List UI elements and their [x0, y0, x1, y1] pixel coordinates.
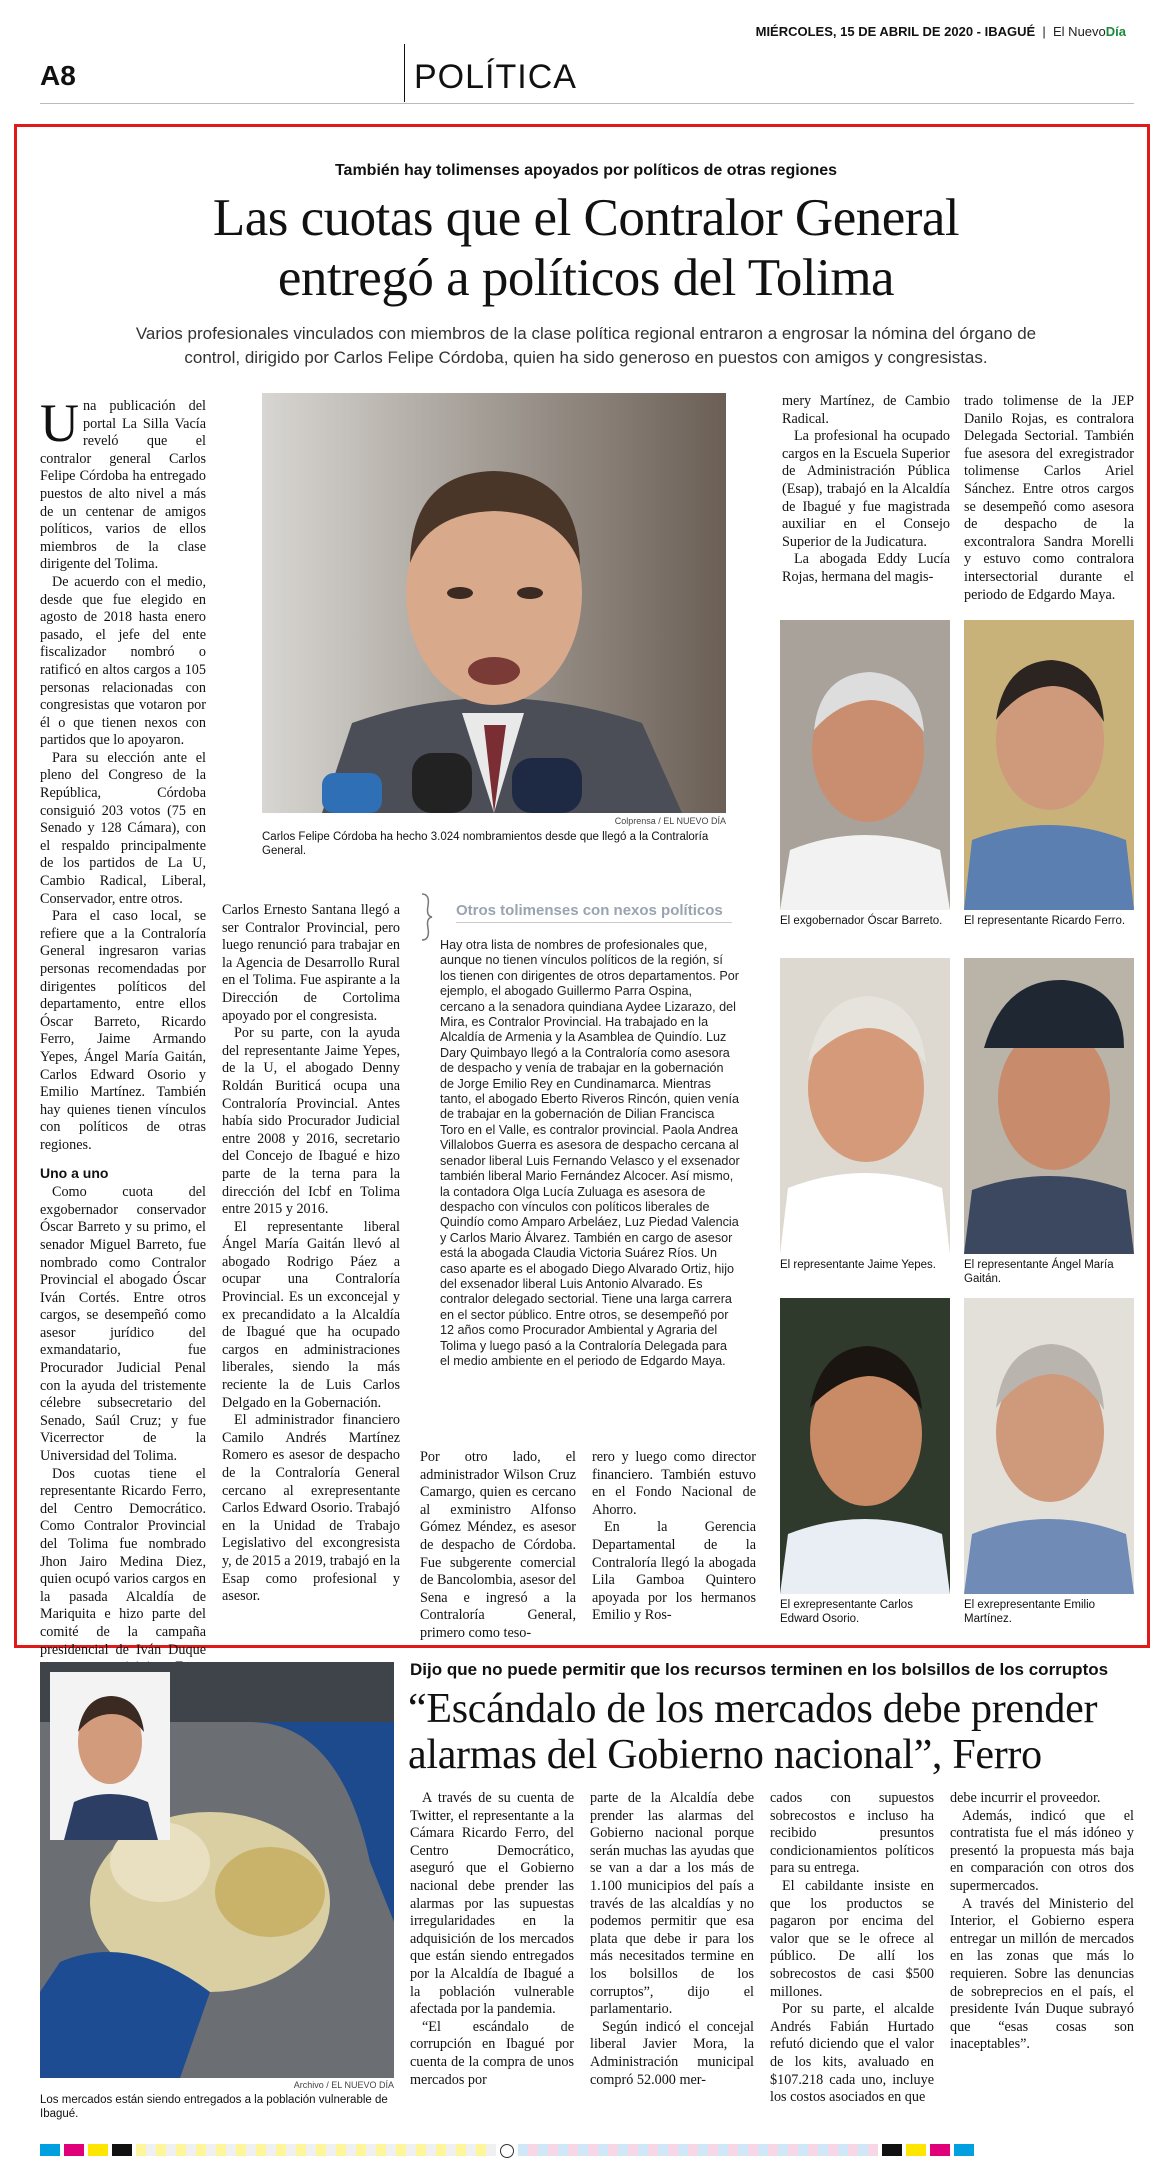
portrait-martinez: [964, 1298, 1134, 1594]
paragraph: La abogada Eddy Lucía Rojas, hermana del magis-: [782, 551, 950, 585]
paragraph: Por su parte, con la ayuda del representante Jaime Yepes, de la U, el abogado Denny Roldán Buriticá ocupa una Contraloría Provincial. Antes había sido Procurador Judicial entre 2008 y 2016, secretario del Concejo de Ibagué e hizo parte de la terna para la dirección del Icbf en Tolima entre 2015 y 2016.: [222, 1025, 400, 1218]
paragraph: na publicación del portal La Silla Vacía reveló que el contralor general Carlos Felipe Córdoba ha entregado puestos de alto nivel a más de un centenar de amigos políticos, varios de ellos miembros de la clase dirigente del Tolima.: [40, 398, 206, 573]
portrait-ferro: [964, 620, 1134, 910]
color-swatch: [64, 2144, 84, 2156]
article-column-3: [420, 1449, 576, 1643]
article-column-1: [40, 393, 206, 1694]
paragraph: Según indicó el concejal liberal Javier Mora, la Administración municipal compró 52.000 mer-: [590, 2018, 754, 2088]
second-photo-caption: Los mercados están siendo entregados a la población vulnerable de Ibagué.: [40, 2094, 388, 2120]
second-photo-credit: Archivo / EL NUEVO DÍA: [293, 2080, 394, 2090]
paragraph: parte de la Alcaldía debe prender las alarmas del Gobierno nacional porque serán muchas las ayudas que se van a dar a los más de 1.100 municipios del país a través de las alcaldías y no podemos permitir que esa plata que debe ir para los más necesitados termine en los bolsillos de los corruptos”, dijo el parlamentario.: [590, 1790, 754, 2018]
paragraph: El cabildante insiste en que los productos se pagaron por encima del valor que se le ofrece al público. De allí los sobrecostos de casi $500 millones.: [770, 1877, 934, 2000]
sidebar-body: Hay otra lista de nombres de profesionales que, aunque no tienen vínculos políticos de la región, sí los tienen con dirigentes de otros departamentos. Por ejemplo, el abogado Guillermo Parra Ospina, cercano a la senadora quindiana Aydee Lizarazo, del Mira, es Contralor Provincial. Ha trabajado en la Alcaldía de Armenia y la Asamblea de Quindío. Luz Dary Quimbayo llegó a la Contraloría como asesora de despacho y venía de trabajar en la gobernación de Jorge Emilio Rey en Cundinamarca. Mientras tanto, el abogado Eberto Riveros Rincón, quien venía de trabajar en la gobernación de Dilian Francisca Toro en el Valle, es contralor provincial. Paola Andrea Villalobos Guerra es asesora de despacho cercana al senador liberal Luis Fernando Velasco y el exsenador también liberal Mario Fernández Alcocer. Así mismo, la contadora Olga Lucía Zuluaga es asesora de despacho con vínculos con políticos liberales de Quindío como Amparo Arbeláez, Luz Piedad Valencia y Carlos Mario Álvarez. También en cargo de asesor está la abogada Claudia Victoria Suárez Ríos. Un caso aparte es el abogado Diego Alvarado Ortiz, hijo del exsenador liberal Luis Antonio Alvarado. Es contralor delegado sectorial. Tiene una larga carrera en el sector público. Entre otros, se desempeñó por 12 años como Procurador Ambiental y Agraria del Tolima y luego pasó a la Contraloría Delegada para el medio ambiente en el periodo de Edgardo Maya.: [440, 938, 740, 1368]
portrait-caption: El exrepresentante Emilio Martínez.: [964, 1599, 1096, 1625]
article-kicker: También hay tolimenses apoyados por políticos de otras regiones: [334, 162, 838, 179]
registration-mark-icon: [500, 2144, 514, 2158]
paragraph: De acuerdo con el medio, desde que fue elegido en agosto de 2018 hasta enero pasado, el jefe del ente fiscalizador nombró o ratificó en altos cargos a 105 personas relacionadas con congresistas que votaron por él o que tienen nexos con partidos que lo apoyaron.: [40, 573, 206, 749]
article-column-4: [592, 1449, 756, 1625]
paragraph: cados con supuestos sobrecostos e incluso ha recibido presuntos condicionamientos políticos para su entrega.: [770, 1790, 934, 1877]
color-swatch: [882, 2144, 902, 2156]
article-column-5: [782, 393, 950, 587]
color-swatch: [40, 2144, 60, 2156]
color-swatch: [88, 2144, 108, 2156]
portrait-photo: [964, 1298, 1134, 1594]
paragraph: Como cuota del exgobernador conservador Óscar Barreto y su primo, el senador Miguel Barreto, fue nombrado como Contralor Provincial el abogado Óscar Iván Cortés. Entre otros cargos, se desempeñó como asesor jurídico del exmandatario, fue Procurador Judicial Penal con la ayuda del tristemente célebre subsecretario del Senado, Saúl Cruz; y fue Vicerrector de la Universidad del Tolima.: [40, 1184, 206, 1465]
main-photo-contralor: [262, 393, 726, 813]
tone-strip: [518, 2144, 878, 2156]
portrait-osorio: [780, 1298, 950, 1594]
portrait-barreto: [780, 620, 950, 910]
color-swatch: [930, 2144, 950, 2156]
portrait-photo: [964, 958, 1134, 1254]
paragraph: A través del Ministerio del Interior, el Gobierno espera entregar un millón de mercados en las zonas que más lo requieren. Sobre las denuncias de sobreprecios en el país, el presidente Iván Duque subrayó que “esas cosas son inaceptables”.: [950, 1895, 1134, 2053]
portrait-photo: [780, 1298, 950, 1594]
portrait-photo: [780, 958, 950, 1254]
article-column-2: [222, 902, 400, 1606]
paragraph: La profesional ha ocupado cargos en la Escuela Superior de Administración Pública (Esap), trabajó en la Alcaldía de Ibagué y fue magistrada auxiliar en el Consejo Superior de la Judicatura.: [782, 428, 950, 550]
tone-strip: [136, 2144, 496, 2156]
second-column-3: [770, 1790, 934, 2107]
second-article-headline: “Escándalo de los mercados debe prender alarmas del Gobierno nacional”, Ferro: [408, 1686, 1098, 1778]
article-headline: Las cuotas que el Contralor General entregó a políticos del Tolima: [212, 189, 960, 307]
subheading-uno-a-uno: Uno a uno: [40, 1164, 109, 1181]
second-column-4: [950, 1790, 1134, 2054]
paragraph: Dos cuotas tiene el representante Ricardo Ferro, del Centro Democrático. Como Contralor Provincial del Tolima fue nombrado Jhon Jairo Medina Diez, quien ocupó varios cargos en la pasada Alcaldía de Mariquita e hizo parte del comité de la campaña presidencial de Iván Duque: [40, 1465, 206, 1658]
sidebar-rule: [456, 922, 732, 923]
brace-icon: [418, 892, 434, 942]
portrait-photo: [964, 620, 1134, 910]
paragraph: En la Gerencia Departamental de la Contraloría llegó la abogada Lila Gamboa Quintero apoyada por los hermanos Emilio y Ros-: [592, 1519, 756, 1624]
portrait-caption: El exrepresentante Carlos Edward Osorio.: [780, 1599, 913, 1625]
paragraph: debe incurrir el proveedor.: [950, 1790, 1101, 1806]
dropcap: U: [40, 393, 79, 453]
second-column-1: [410, 1790, 574, 2089]
section-divider: [404, 44, 405, 102]
portrait-yepes: [780, 958, 950, 1254]
portrait-caption: El representante Ricardo Ferro.: [964, 915, 1126, 927]
paragraph: trado tolimense de la JEP Danilo Rojas, es contralora Delegada Sectorial. También fue asesora del exregistrador tolimense Carlos Ariel Sánchez. Entre otros cargos se desempeñó como asesora de despacho de la excontralora Sandra Morelli y estuvo como contralora intersectorial durante el periodo de Edgardo Maya.: [964, 393, 1134, 603]
article-column-6: [964, 393, 1134, 604]
color-swatch: [954, 2144, 974, 2156]
market-delivery-illustration: [40, 1662, 394, 2078]
portrait-photo: [780, 620, 950, 910]
paragraph: rero y luego como director financiero. También estuvo en el Fondo Nacional de Ahorro.: [592, 1449, 756, 1518]
photo-caption: Carlos Felipe Córdoba ha hecho 3.024 nombramientos desde que llegó a la Contraloría General.: [262, 831, 709, 857]
portrait-caption: El representante Ángel María Gaitán.: [964, 1259, 1114, 1285]
paragraph: El administrador financiero Camilo Andrés Martínez Romero es asesor de despacho de la Contraloría General cercano al exrepresentante Carlos Edward Osorio. Trabajó en la Unidad de Trabajo Legislativo del excongresista y, de 2015 a 2019, trabajó en la Esap como profesional y asesor.: [222, 1412, 400, 1605]
second-article-photo: [40, 1662, 394, 2078]
paragraph: Por su parte, el alcalde Andrés Fabián Hurtado refutó diciendo que el valor de los kits, avaluado en $107.218 cada uno, incluye los costos asociados en que: [770, 2001, 934, 2106]
section-title: POLÍTICA: [414, 58, 577, 96]
second-column-2: [590, 1790, 754, 2089]
article-deck: Varios profesionales vinculados con miembros de la clase política regional entraron a engrosar la nómina del órgano de control, dirigido por Carlos Felipe Córdoba, quien ha sido generoso en puestos con amigos y congresistas.: [135, 324, 1037, 367]
color-swatch: [906, 2144, 926, 2156]
sidebar-brace: [418, 892, 434, 942]
sidebar-title: Otros tolimenses con nexos políticos: [456, 902, 723, 919]
second-article-kicker: Dijo que no puede permitir que los recursos terminen en los bolsillos de los corruptos: [410, 1660, 1109, 1679]
paragraph: Carlos Ernesto Santana llegó a ser Contralor Provincial, pero luego renunció para trabajar en la Agencia de Desarrollo Rural en el Tolima. Fue aspirante a la Dirección de Cortolima apoyado por el congresista.: [222, 902, 400, 1024]
edition-date: MIÉRCOLES, 15 DE ABRIL DE 2020 - IBAGUÉ: [755, 24, 1036, 39]
header-rule: [40, 103, 1134, 104]
paragraph: Para el caso local, se refiere que a la Contraloría General ingresaron varias personas recomendadas por dirigentes políticos del departamento, entre ellos Óscar Barreto, Ricardo Ferro, Jaime Armando Yepes, Ángel María Gaitán, Carlos Edward Osorio y Emilio Martínez. También hay quienes tienen vínculos con políticos de otras regiones.: [40, 908, 206, 1153]
portrait-caption: El exgobernador Óscar Barreto.: [780, 915, 943, 927]
paragraph: “El escándalo de corrupción en Ibagué por cuenta de la compra de unos mercados por: [410, 2018, 574, 2088]
portrait-illustration: [262, 393, 726, 813]
paragraph: Para su elección ante el pleno del Congreso de la República, Córdoba consiguió 203 votos (75 en Senado y 128 Cámara), con el respaldo principalmente de los partidos de La U, Cambio Radical, Liberal, Conservador, entre otros.: [40, 749, 206, 907]
color-swatch: [112, 2144, 132, 2156]
masthead-date-line: MIÉRCOLES, 15 DE ABRIL DE 2020 - IBAGUÉ | El NuevoDía: [755, 24, 1126, 39]
brand-logo: El NuevoDía: [1053, 24, 1126, 39]
portrait-caption: El representante Jaime Yepes.: [780, 1259, 936, 1271]
paragraph: mery Martínez, de Cambio Radical.: [782, 393, 950, 427]
photo-credit: Colprensa / EL NUEVO DÍA: [614, 816, 726, 826]
paragraph: Por otro lado, el administrador Wilson Cruz Camargo, quien es cercano al exministro Alfonso Gómez Méndez, es asesor de despacho de Córdoba. Fue subgerente comercial de Bancolombia, asesor del Sena e ingresó a la Contraloría General, primero como teso-: [420, 1449, 577, 1641]
page-number: A8: [40, 60, 76, 91]
paragraph: El representante liberal Ángel María Gaitán llevó al abogado Rodrigo Páez a ocupar una Contraloría Provincial. Es un exconcejal y ex precandidato a la Alcaldía de Ibagué que ha ocupado cargos en administraciones liberales, siendo la más reciente la de Luis Carlos Delgado en la Gobernación.: [222, 1218, 400, 1411]
paragraph: Además, indicó que el contratista fue el más idóneo y presentó la propuesta más baja en comparación con otros dos supermercados.: [950, 1807, 1134, 1894]
paragraph: A través de su cuenta de Twitter, el representante a la Cámara Ricardo Ferro, del Centro Democrático, aseguró que el Gobierno nacional debe prender las alarmas por las supuestas irregularidades en la adquisición de los mercados que están siendo entregados por la Alcaldía de Ibagué a la población vulnerable afectada por la pandemia.: [410, 1790, 574, 2018]
print-registration-bar: [40, 2144, 1134, 2158]
portrait-gaitan: [964, 958, 1134, 1254]
